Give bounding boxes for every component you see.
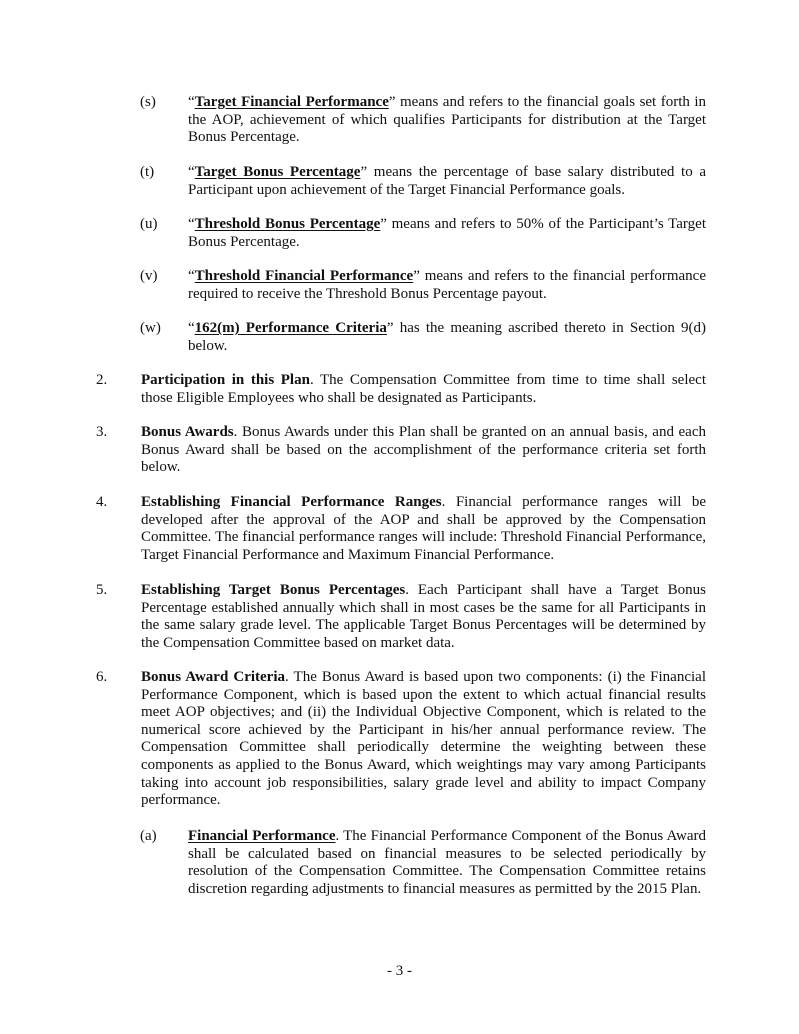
section-body: [141, 494, 706, 564]
subsection-heading: Financial Performance: [188, 828, 336, 844]
section-6: [96, 669, 706, 810]
definition-s: [140, 94, 706, 147]
definition-label: (t): [140, 164, 155, 180]
defined-term: Threshold Bonus Percentage: [194, 216, 381, 232]
definition-body: [188, 268, 706, 303]
defined-term: Target Bonus Percentage: [194, 164, 361, 180]
section-body: [141, 372, 706, 407]
section-text: . Each Participant shall have a Target Bonus Percentage established annually which shall in most cases be the same for all Participants in the same salary grade level. The applicable Target Bonus Percentages will be determined by the Compensation Committee based on market data.: [141, 582, 706, 651]
section-heading: Bonus Awards: [141, 424, 234, 440]
definition-body: [188, 94, 706, 147]
definition-u: [140, 216, 706, 251]
subsection-body: [188, 828, 706, 898]
open-quote: “: [188, 268, 195, 284]
section-5: [96, 582, 706, 652]
subsection-label: (a): [140, 828, 157, 844]
definition-t: [140, 164, 706, 199]
section-number: 4.: [96, 494, 108, 510]
defined-term: Threshold Financial Performance: [194, 268, 414, 284]
section-2: [96, 372, 706, 407]
section-heading: Participation in this Plan: [141, 372, 310, 388]
close-quote: ”: [386, 320, 394, 336]
definition-w: [140, 320, 706, 355]
section-body: [141, 582, 706, 652]
definition-body: [188, 164, 706, 199]
open-quote: “: [188, 320, 195, 336]
section-number: 3.: [96, 424, 108, 440]
definition-text: means the percentage of base salary distributed to a Participant upon achievement of the Target Financial Performance goals.: [188, 164, 706, 198]
open-quote: “: [188, 164, 195, 180]
definition-v: [140, 268, 706, 303]
definition-label: (s): [140, 94, 156, 110]
section-number: 5.: [96, 582, 108, 598]
open-quote: “: [188, 216, 195, 232]
section-3: [96, 424, 706, 477]
section-text: . Bonus Awards under this Plan shall be granted on an annual basis, and each Bonus Award shall be based on the accomplishment of the performance criteria set forth below.: [141, 424, 706, 476]
section-number: 6.: [96, 669, 108, 685]
subsection-a: [140, 828, 706, 898]
section-heading: Establishing Target Bonus Percentages: [141, 582, 406, 598]
defined-term: 162(m) Performance Criteria: [194, 320, 387, 336]
section-body: [141, 669, 706, 810]
open-quote: “: [188, 94, 195, 110]
definition-label: (w): [140, 320, 161, 336]
page-number: - 3 -: [387, 963, 412, 979]
subsection-text: . The Financial Performance Component of the Bonus Award shall be calculated based on financial measures to be selected periodically by resolution of the Compensation Committee. The Compensation Committee retains discretion regarding adjustments to financial measures as permitted by the 2015 Plan.: [188, 828, 706, 897]
definition-body: [188, 216, 706, 251]
section-text: . The Bonus Award is based upon two components: (i) the Financial Performance Component, which is based upon the extent to which actual financial results meet AOP objectives; and (ii) the Individual Objective Component, which is related to the numerical score achieved by the Participant in his/her annual performance review. The Compensation Committee shall periodically determine the weighting between these components as applied to the Bonus Award, which weightings may vary among Participants taking into account job responsibilities, salary grade level and ability to impact Company performance.: [141, 669, 706, 809]
section-4: [96, 494, 706, 564]
definition-label: (v): [140, 268, 158, 284]
definition-body: [188, 320, 706, 355]
definition-label: (u): [140, 216, 158, 232]
section-heading: Establishing Financial Performance Ranges: [141, 494, 442, 510]
definition-text: means and refers to the financial goals set forth in the AOP, achievement of which qualifies Participants for distribution at the Target Bonus Percentage.: [188, 94, 707, 146]
close-quote: ”: [360, 164, 368, 180]
definition-text: means and refers to 50% of the Participant’s Target Bonus Percentage.: [188, 216, 706, 250]
close-quote: ”: [413, 268, 420, 284]
section-body: [141, 424, 706, 477]
section-number: 2.: [96, 372, 108, 388]
close-quote: ”: [380, 216, 387, 232]
definition-text: means and refers to the financial performance required to receive the Threshold Bonus Percentage payout.: [188, 268, 706, 302]
section-text: . Financial performance ranges will be developed after the approval of the AOP and shall be approved by the Compensation Committee. The financial performance ranges will include: Threshold Financial Performance, Target Financial Performance and Maximum Financial Performance.: [141, 494, 706, 563]
definition-text: has the meaning ascribed thereto in Section 9(d) below.: [188, 320, 707, 354]
defined-term: Target Financial Performance: [194, 94, 389, 110]
close-quote: ”: [388, 94, 396, 110]
section-text: . The Compensation Committee from time to time shall select those Eligible Employees who shall be designated as Participants.: [141, 372, 706, 406]
section-heading: Bonus Award Criteria: [141, 669, 285, 685]
